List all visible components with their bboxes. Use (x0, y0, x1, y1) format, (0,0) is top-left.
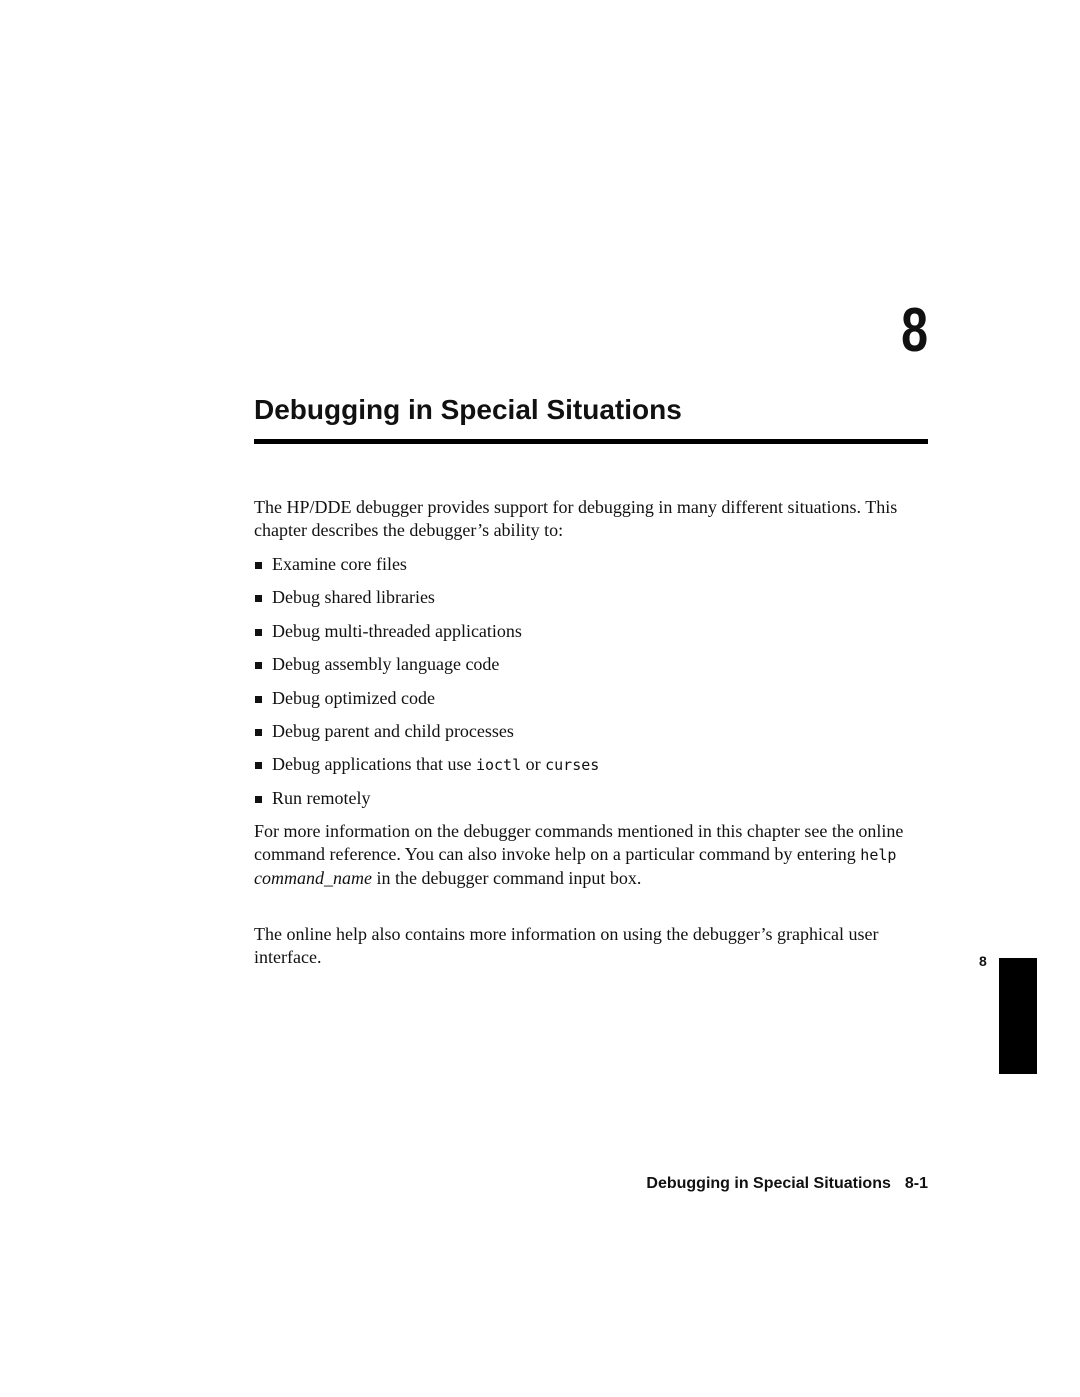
list-item-text: Debug parent and child processes (272, 720, 514, 741)
page-footer (560, 1174, 928, 1194)
bullet-square-icon (255, 595, 262, 602)
list-item (254, 687, 914, 710)
code-curses: curses (545, 756, 600, 775)
more-info-paragraph (254, 820, 914, 890)
title-rule (254, 439, 928, 444)
list-item-text: or (521, 754, 546, 775)
chapter-title: Debugging in Special Situations (254, 394, 682, 425)
list-item (254, 653, 914, 676)
chapter-number: 8 (901, 296, 928, 365)
command-name-placeholder: command_name (254, 868, 372, 888)
bullet-square-icon (255, 562, 262, 569)
bullet-square-icon (255, 796, 262, 803)
intro-paragraph: The HP/DDE debugger provides support for debugging in many different situations. This chapter describes the debugger’s ability to: (254, 497, 898, 540)
list-item (254, 620, 914, 643)
code-ioctl: ioctl (475, 756, 522, 775)
list-item-text: Debug assembly language code (272, 654, 500, 675)
more-info-text: For more information on the debugger commands mentioned in this chapter see the online command reference. You can also invoke help on a particular command by entering (254, 821, 904, 864)
footer-title: Debugging in Special Situations (646, 1175, 891, 1192)
list-item-text: Examine core files (272, 554, 407, 574)
list-item-text: Debug multi-threaded applications (272, 620, 522, 641)
bullet-square-icon (255, 662, 262, 669)
bullet-square-icon (255, 729, 262, 736)
list-item (254, 753, 914, 776)
list-item (254, 787, 914, 810)
more-info-text-end: in the debugger command input box. (371, 868, 642, 888)
list-item-text: Debug optimized code (272, 687, 435, 708)
bullet-square-icon (255, 629, 262, 636)
list-item-text: Debug shared libraries (272, 587, 435, 608)
list-item (254, 553, 914, 576)
page-number: 8-1 (904, 1175, 928, 1192)
list-item-text: Run remotely (272, 787, 371, 808)
bullet-square-icon (255, 696, 262, 703)
code-help: help (860, 846, 897, 864)
thumb-tab (999, 958, 1037, 1074)
list-item (254, 586, 914, 609)
bullet-square-icon (255, 762, 262, 769)
capability-list (254, 553, 914, 820)
online-help-paragraph: The online help also contains more information on using the debugger’s graphical user interface. (254, 924, 879, 967)
list-item (254, 720, 914, 743)
thumb-tab-number: 8 (979, 953, 987, 969)
list-item-text: Debug applications that use (272, 754, 476, 775)
